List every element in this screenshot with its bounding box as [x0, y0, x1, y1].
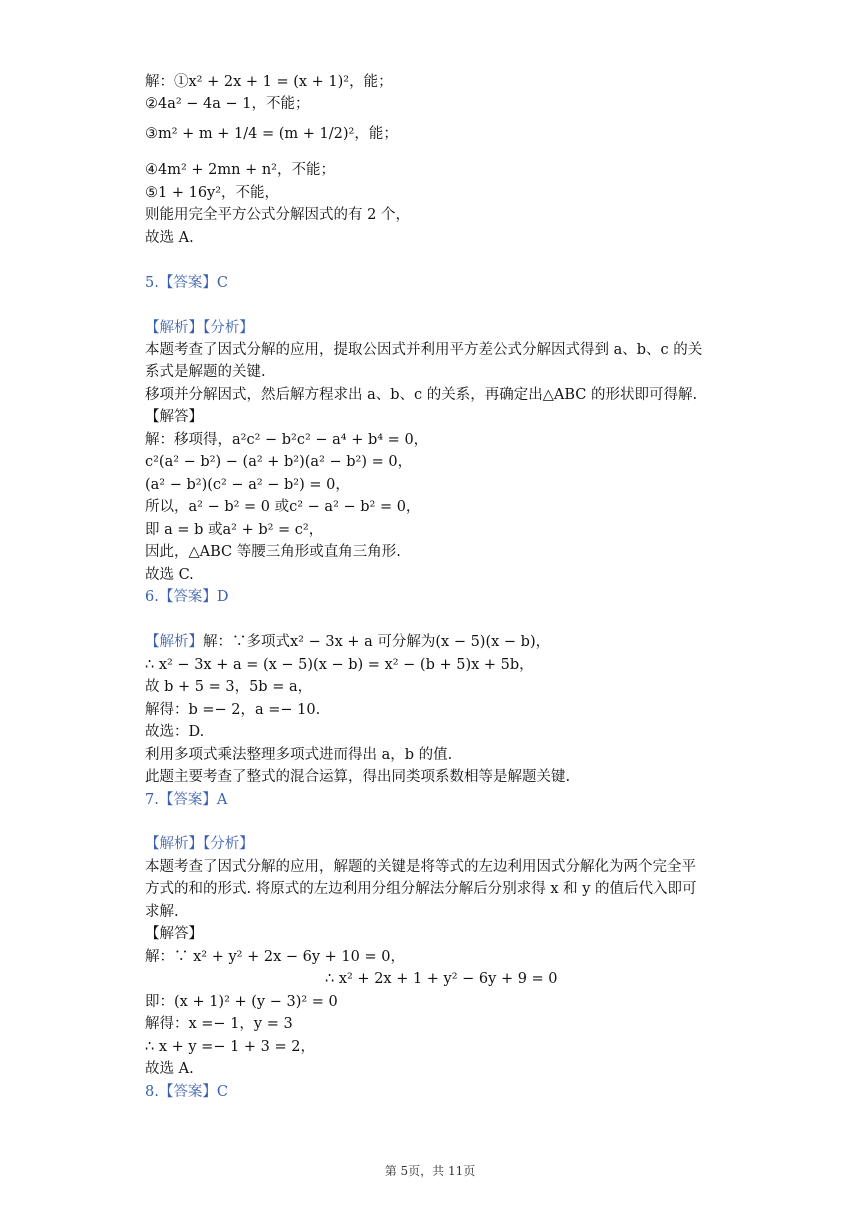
- text-line-2: ②4a² − 4a − 1，不能；: [145, 96, 310, 112]
- text-line-14: 解：移项得，a²c² − b²c² − a⁴ + b⁴ = 0，: [145, 432, 429, 448]
- text-line-35: 解：∵ x² + y² + 2x − 6y + 10 = 0，: [145, 949, 405, 965]
- page-footer: 第 5页，共 11页: [384, 1164, 476, 1178]
- text-line-1: 解：①x² + 2x + 1 = (x + 1)²，能；: [145, 74, 393, 90]
- text-line-11: 系式是解题的关键.: [145, 364, 266, 380]
- text-line-4: ④4m² + 2mn + n²，不能；: [145, 162, 335, 178]
- text-line-17: 所以，a² − b² = 0 或c² − a² − b² = 0，: [145, 499, 421, 515]
- text-line-13: 【解答】: [145, 409, 203, 425]
- text-line-15: c²(a² − b²) − (a² + b²)(a² − b²) = 0，: [145, 454, 413, 470]
- text-line-19: 因此，△ABC 等腰三角形或直角三角形.: [145, 544, 401, 560]
- text-line-6: 则能用完全平方公式分解因式的有 2 个，: [145, 207, 410, 223]
- text-line-22: [145, 632, 550, 652]
- text-line-39: ∴ x + y =− 1 + 3 = 2，: [145, 1039, 315, 1055]
- text-line-23: ∴ x² − 3x + a = (x − 5)(x − b) = x² − (b + 5)x + 5b，: [145, 657, 534, 673]
- text-line-16: (a² − b²)(c² − a² − b²) = 0，: [145, 477, 350, 493]
- text-line-5: ⑤1 + 16y²，不能，: [145, 185, 280, 201]
- text-line-34: 【解答】: [145, 926, 203, 942]
- text-line-41: 8.【答案】C: [145, 1084, 228, 1100]
- text-line-32: 方式的和的形式. 将原式的左边利用分组分解法分解后分别求得 x 和 y 的值后代入即可: [145, 881, 697, 897]
- text-line-12: 移项并分解因式，然后解方程求出 a、b、c 的关系，再确定出△ABC 的形状即可得解.: [145, 387, 698, 403]
- text-line-28: 此题主要考查了整式的混合运算，得出同类项系数相等是解题关键.: [145, 769, 571, 785]
- text-line-33: 求解.: [145, 904, 179, 920]
- text-line-7: 故选 A.: [145, 230, 194, 246]
- text-line-9: 【解析】【分析】: [145, 320, 254, 336]
- text-line-18: 即 a = b 或a² + b² = c²，: [145, 522, 324, 538]
- text-line-38: 解得：x =− 1，y = 3: [145, 1016, 293, 1032]
- text-line-24: 故 b + 5 = 3，5b = a，: [145, 679, 313, 695]
- text-line-21: 6.【答案】D: [145, 589, 229, 605]
- text-line-36: ∴ x² + 2x + 1 + y² − 6y + 9 = 0: [325, 971, 558, 987]
- text-line-29: 7.【答案】A: [145, 792, 228, 808]
- text-line-20: 故选 C.: [145, 567, 194, 583]
- text-line-26: 故选：D.: [145, 724, 205, 740]
- text-line-25: 解得：b =− 2，a =− 10.: [145, 702, 321, 718]
- text-line-37: 即：(x + 1)² + (y − 3)² = 0: [145, 994, 338, 1010]
- text-line-10: 本题考查了因式分解的应用，提取公因式并利用平方差公式分解因式得到 a、b、c 的关: [145, 342, 703, 358]
- section-tag: 【解析】: [145, 634, 203, 650]
- text-line-3: ③m² + m + 1/4 = (m + 1/2)²，能；: [145, 126, 398, 142]
- text-line-31: 本题考查了因式分解的应用，解题的关键是将等式的左边利用因式分解化为两个完全平: [145, 859, 696, 875]
- text-line-40: 故选 A.: [145, 1061, 194, 1077]
- text-line-27: 利用多项式乘法整理多项式进而得出 a，b 的值.: [145, 747, 453, 763]
- text-line-30: 【解析】【分析】: [145, 836, 254, 852]
- line-body: 解：∵多项式x² − 3x + a 可分解为(x − 5)(x − b)，: [203, 634, 551, 650]
- text-line-8: 5.【答案】C: [145, 275, 228, 291]
